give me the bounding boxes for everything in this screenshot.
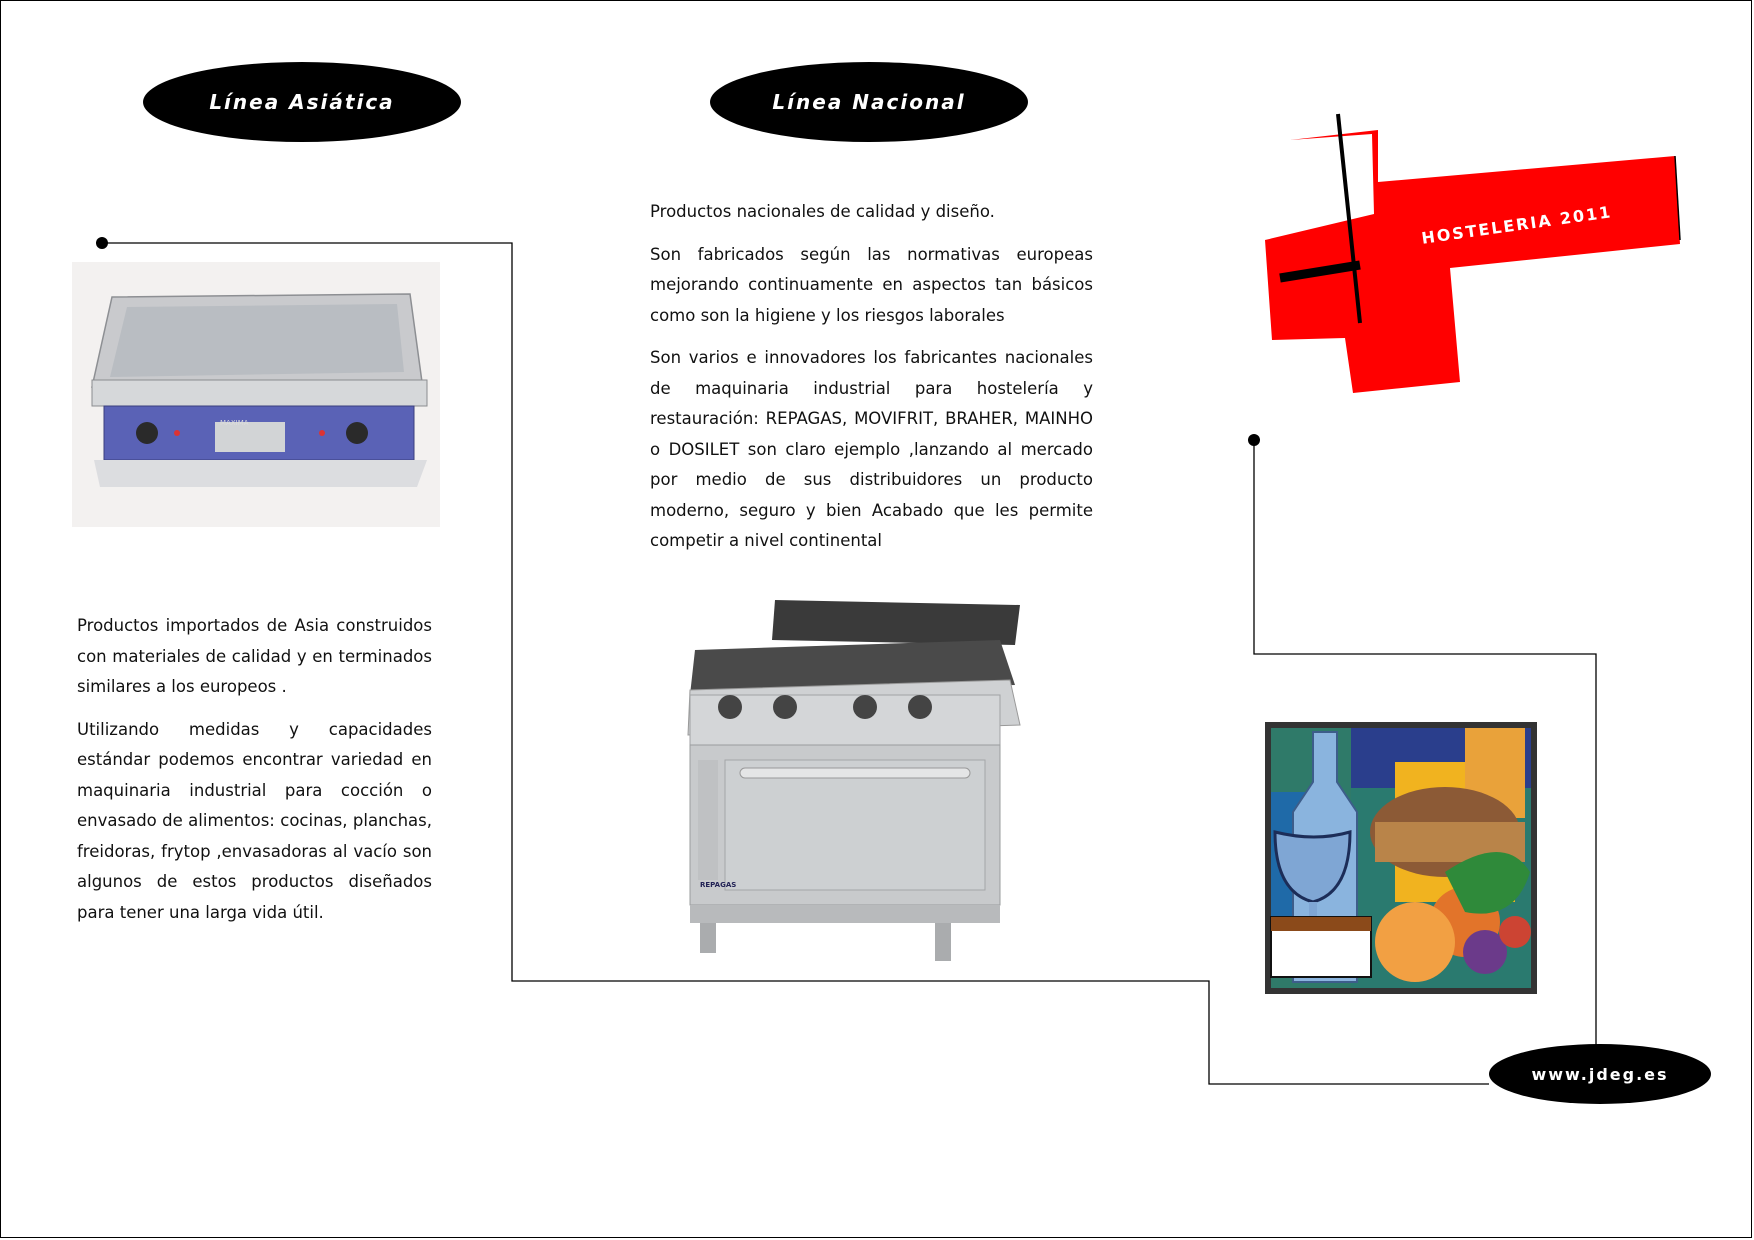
griddle-brand: MAXIMA (220, 419, 249, 427)
nacional-paragraph-2: Son fabricados según las normativas europeas mejorando continuamente en aspectos tan básicos como son la higiene y los riesgos laborales (650, 244, 1093, 325)
asia-title: Línea Asiática (209, 90, 395, 114)
website-pill[interactable] (1489, 1044, 1711, 1104)
asia-text (77, 611, 432, 940)
logo-text: HOSTELERIA 2011 (1420, 202, 1614, 248)
asia-title-pill (143, 62, 461, 142)
stove-brand: REPAGAS (700, 881, 737, 889)
website-link[interactable]: www.jdeg.es (1531, 1064, 1669, 1084)
hosteleria-logo (1260, 110, 1690, 400)
asia-paragraph-1: Productos importados de Asia construidos con materiales de calidad y en terminados similares a los europeos . (77, 616, 432, 696)
nacional-paragraph-1: Productos nacionales de calidad y diseño. (650, 202, 995, 221)
nacional-text (650, 197, 1093, 569)
nacional-title: Línea Nacional (772, 90, 966, 114)
asia-paragraph-2: Utilizando medidas y capacidades estándar podemos encontrar variedad en maquinaria industrial para cocción o envasado de alimentos: cocinas, planchas, freidoras, frytop ,envasadoras al vacío son algunos de estos productos diseñados para tener una larga vida útil. (77, 719, 432, 922)
nacional-title-pill (710, 62, 1028, 142)
nacional-paragraph-3: Son varios e innovadores los fabricantes nacionales de maquinaria industrial para hostelería y restauración: REPAGAS, MOVIFRIT, BRAHER, MAINHO o DOSILET son claro ejemplo ,lanzando al mercado por medio de sus distribuidores un producto moderno, seguro y bien Acabado que les permite competir a nivel continental (650, 348, 1093, 550)
food-artwork (1265, 722, 1537, 994)
griddle-image (72, 262, 440, 527)
stove-image (680, 595, 1032, 965)
